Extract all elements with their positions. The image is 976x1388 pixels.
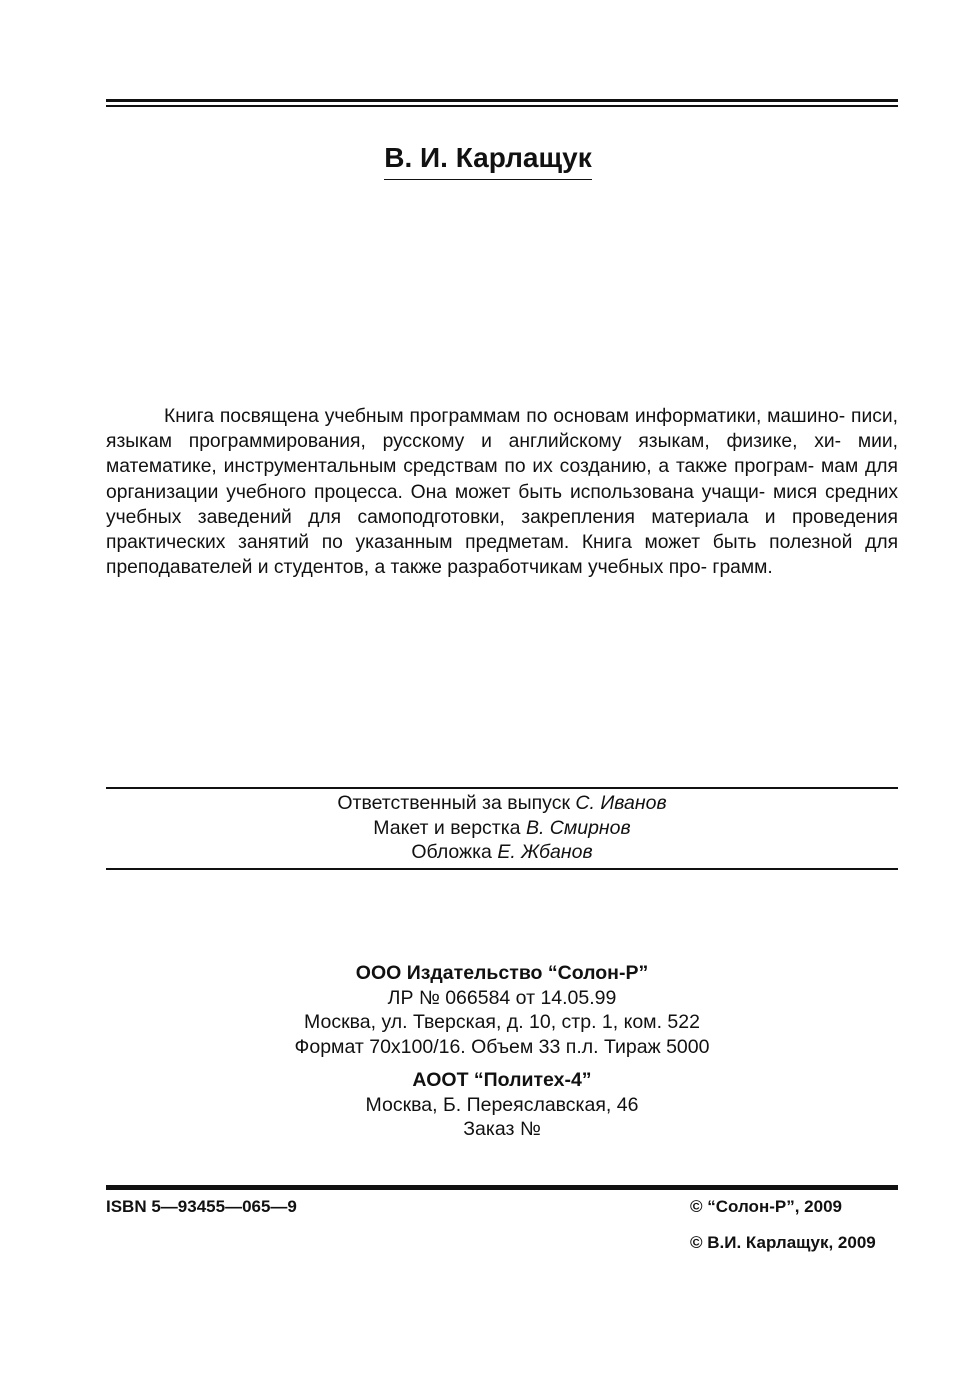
annotation-line: Книга посвящена учебным программам по основам информатики, машино- xyxy=(164,406,846,427)
credit-name: В. Смирнов xyxy=(525,816,631,839)
publisher-address: Москва, ул. Тверская, д. 10, стр. 1, ком. 522 xyxy=(304,1011,700,1033)
bottom-rule xyxy=(106,1185,898,1190)
copyright-publisher: © “Солон-Р”, 2009 xyxy=(690,1197,842,1216)
author-name: В. И. Карлащук xyxy=(384,142,591,180)
copyright-author: © В.И. Карлащук, 2009 xyxy=(690,1233,876,1252)
printer-name: АООТ “Политех-4” xyxy=(412,1069,592,1091)
author-heading xyxy=(0,142,976,174)
credit-name: Е. Жбанов xyxy=(497,841,593,863)
annotation-line: полезной для преподавателей и студентов, а также разработчикам учебных про- xyxy=(106,532,899,579)
credits-top-rule xyxy=(106,787,898,789)
annotation-line: мися средних учебных заведений для самоподготовки, закрепления материала и xyxy=(106,481,898,528)
credit-line-layout: Макет и верстка В. Смирнов xyxy=(373,816,631,839)
order-number: Заказ № xyxy=(463,1118,541,1140)
credits-block xyxy=(106,791,898,865)
printer-address: Москва, Б. Переяславская, 46 xyxy=(365,1093,639,1116)
annotation-line: мии, математике, инструментальным средствам по их созданию, а также програм- xyxy=(106,431,899,478)
imprint-block xyxy=(106,961,898,1142)
credits-bottom-rule xyxy=(106,868,898,870)
top-rule-thin xyxy=(106,105,898,107)
publisher-license: ЛР № 066584 от 14.05.99 xyxy=(387,986,617,1009)
credit-line-cover: Обложка Е. Жбанов xyxy=(411,841,593,863)
publication-format: Формат 70x100/16. Объем 33 п.л. Тираж 5000 xyxy=(294,1035,710,1058)
publisher-name: ООО Издательство “Солон-Р” xyxy=(355,962,649,984)
annotation-paragraph xyxy=(106,404,898,580)
annotation-line: грамм. xyxy=(712,557,773,579)
annotation-line: писи, языкам программирования, русскому и английскому языкам, физике, хи- xyxy=(106,406,899,453)
annotation-line: проведения практических занятий по указанным предметам. Книга может быть xyxy=(106,506,898,554)
credit-name: С. Иванов xyxy=(575,792,667,814)
isbn: ISBN 5—93455—065—9 xyxy=(106,1197,297,1216)
annotation-line: мам для организации учебного процесса. Она может быть использована учащи- xyxy=(106,456,898,503)
credit-line-editor: Ответственный за выпуск С. Иванов xyxy=(337,792,667,814)
top-rule-thick xyxy=(106,99,898,102)
